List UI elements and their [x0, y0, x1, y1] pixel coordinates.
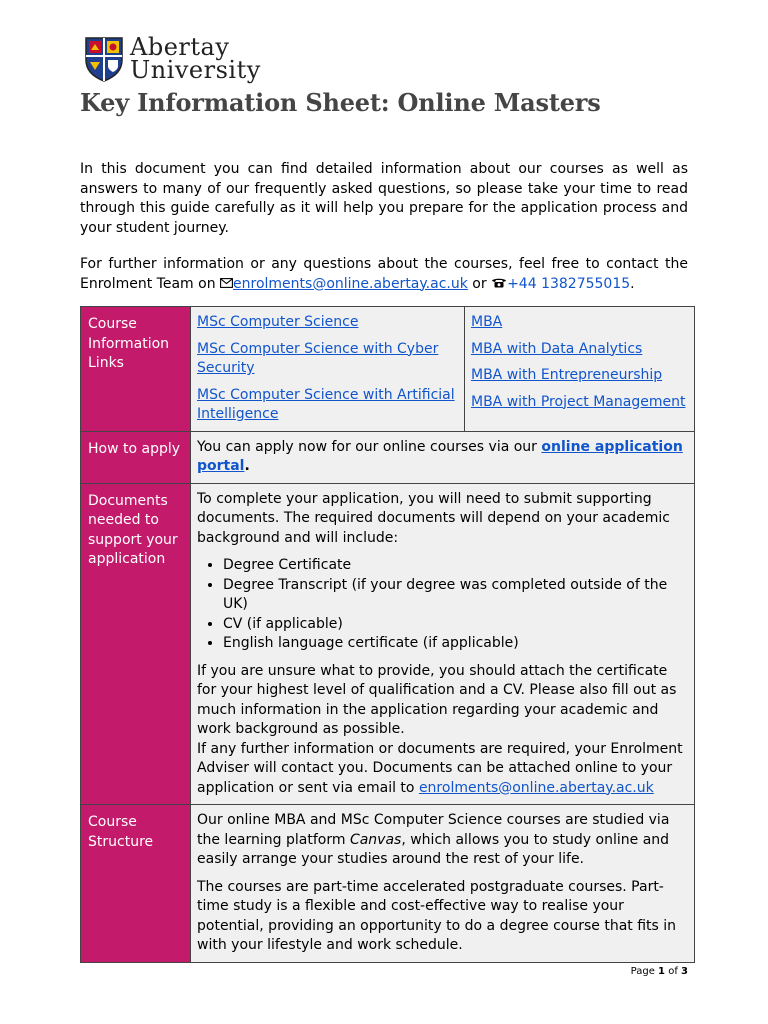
- documents-label: Documents needed to support your application: [81, 483, 191, 805]
- contact-phone: +44 1382755015: [507, 275, 631, 292]
- page-footer: [631, 966, 688, 977]
- application-portal-link[interactable]: online application portal: [197, 438, 683, 474]
- page-title: Key Information Sheet: Online Masters: [80, 88, 601, 117]
- course-structure-row: [81, 805, 695, 963]
- documents-contact-text: If any further information or documents are required, your Enrolment Adviser will contact you. Documents can be attached online to your application or sent via email to: [197, 740, 683, 796]
- or-text: or: [467, 275, 492, 292]
- mba-data-analytics-link[interactable]: MBA with Data Analytics: [471, 340, 643, 357]
- page-word: Page: [630, 966, 655, 977]
- structure-text-a: Our online MBA and MSc Computer Science courses are studied via the learning platform: [197, 812, 670, 848]
- course-links-row: [81, 307, 695, 432]
- document-item: • CV (if applicable): [223, 615, 688, 635]
- course-links-label: Course Information Links: [81, 307, 191, 432]
- structure-text-b: , which allows you to study online and easily arrange your studies around the rest of your life.: [197, 831, 670, 867]
- page-total: 3: [681, 966, 688, 977]
- how-to-apply-text: You can apply now for our online courses via our: [197, 438, 542, 455]
- contact-email-link[interactable]: enrolments@online.abertay.ac.uk: [233, 275, 468, 292]
- canvas-platform-name: Canvas: [349, 831, 402, 848]
- course-structure-label: Course Structure: [81, 805, 191, 963]
- how-to-apply-end: .: [244, 458, 250, 474]
- envelope-icon: [220, 275, 233, 295]
- msc-cyber-security-link[interactable]: MSc Computer Science with Cyber Security: [197, 340, 439, 376]
- intro-paragraph: In this document you can find detailed information about our courses as well as answers to many of our frequently asked questions, so please take your time to read through this guide carefully as it will help you prepare for the application process and your student journey.: [80, 161, 688, 236]
- msc-artificial-intelligence-link[interactable]: MSc Computer Science with Artificial Intelligence: [197, 386, 455, 422]
- contact-text: For further information or any questions about the courses, feel free to contact the Enrolment Team on: [80, 256, 688, 292]
- documents-list: [197, 556, 688, 654]
- logo-line-2: University: [130, 56, 261, 84]
- university-logo: [84, 33, 261, 84]
- documents-advice: If you are unsure what to provide, you should attach the certificate for your highest level of qualification and a CV. Please also fill out as much information in the application regarding your academic and work background as possible.: [197, 662, 677, 737]
- structure-paragraph-1: [197, 811, 688, 870]
- mba-project-management-link[interactable]: MBA with Project Management: [471, 393, 686, 410]
- document-item: • Degree Transcript (if your degree was completed outside of the UK): [223, 576, 688, 615]
- logo-wordmark: [130, 33, 261, 84]
- documents-row: [81, 483, 695, 805]
- documents-intro: To complete your application, you will need to submit supporting documents. The required documents will depend on your academic background and will include:: [197, 490, 670, 546]
- course-structure-cell: [191, 805, 695, 963]
- mba-entrepreneurship-link[interactable]: MBA with Entrepreneurship: [471, 367, 663, 383]
- documents-contact: [197, 740, 688, 799]
- mba-links-cell: [465, 307, 695, 432]
- msc-computer-science-link[interactable]: MSc Computer Science: [197, 314, 359, 330]
- document-item: • English language certificate (if applicable): [223, 634, 688, 654]
- key-information-table: [80, 306, 695, 963]
- documents-cell: [191, 483, 695, 805]
- logo-line-1: Abertay: [130, 33, 230, 61]
- structure-paragraph-2: The courses are part-time accelerated postgraduate courses. Part-time study is a flexible and cost-effective way to realise your potential, providing an opportunity to do a degree course that fits in with your lifestyle and work schedule.: [197, 878, 677, 953]
- documents-email-link[interactable]: enrolments@online.abertay.ac.uk: [418, 779, 654, 796]
- page-number: 1: [658, 966, 666, 977]
- how-to-apply-cell: [191, 431, 695, 483]
- mba-link[interactable]: MBA: [471, 314, 503, 330]
- msc-links-cell: [191, 307, 465, 432]
- phone-icon: [491, 275, 507, 295]
- of-word: of: [668, 966, 678, 977]
- period: .: [630, 275, 635, 292]
- contact-paragraph: [80, 255, 688, 294]
- how-to-apply-label: How to apply: [81, 431, 191, 483]
- document-item: • Degree Certificate: [223, 556, 688, 576]
- university-crest-icon: [84, 36, 124, 82]
- how-to-apply-row: [81, 431, 695, 483]
